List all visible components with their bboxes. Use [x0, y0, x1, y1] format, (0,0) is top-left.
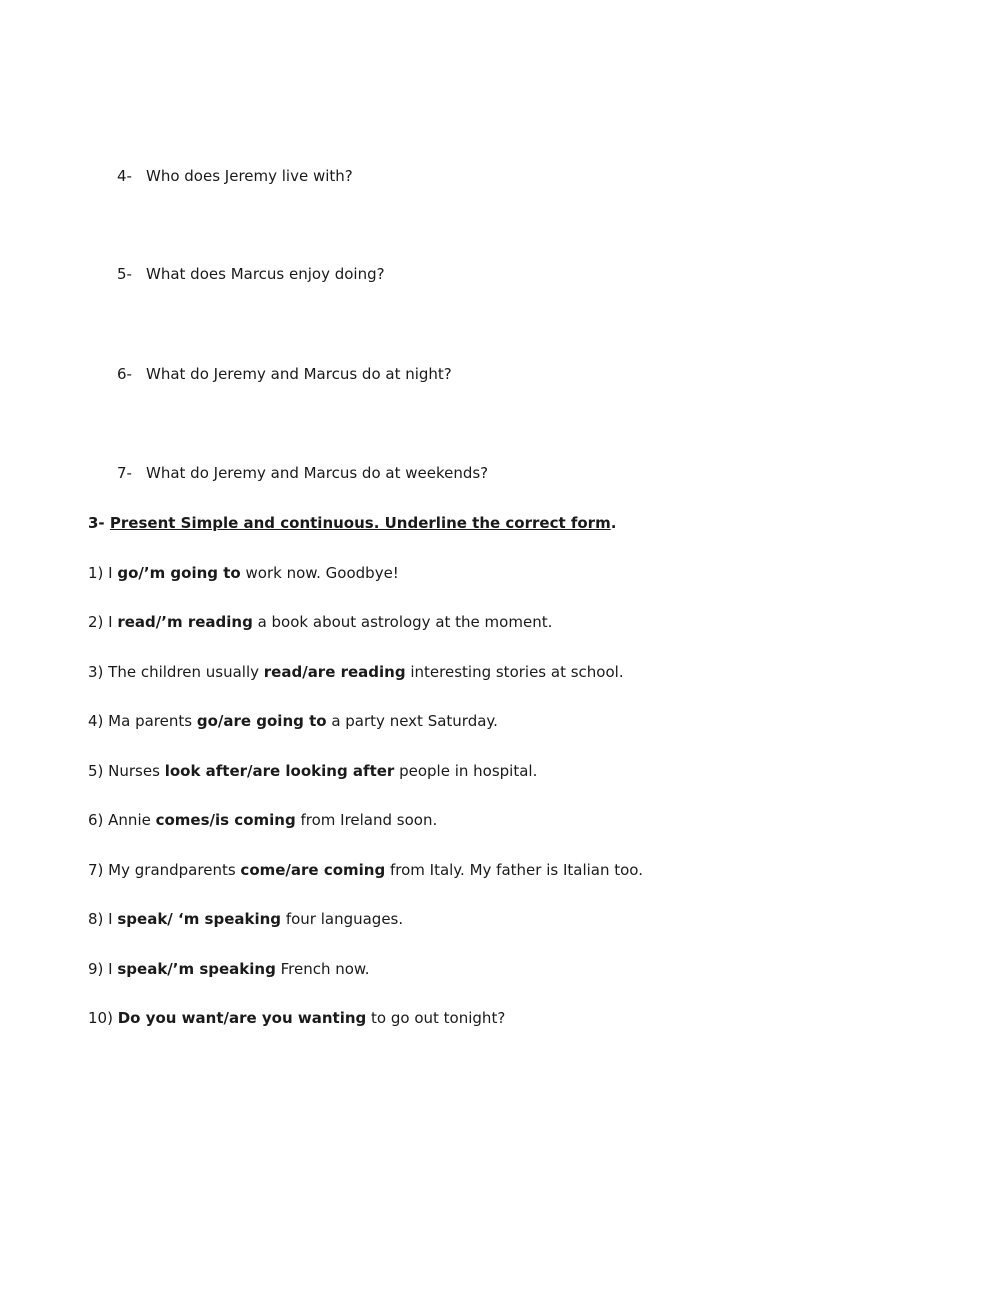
section-title: Present Simple and continuous. Underline the correct form — [109, 514, 611, 532]
exercise-options[interactable]: comes/is coming — [155, 811, 296, 829]
exercise-suffix: interesting stories at school. — [405, 663, 624, 681]
section-number: 3- — [88, 514, 105, 532]
exercise-suffix: people in hospital. — [394, 762, 538, 780]
exercise-options[interactable]: Do you want/are you wanting — [117, 1009, 367, 1027]
exercise-options[interactable]: go/’m going to — [117, 564, 241, 582]
exercise-options[interactable]: read/’m reading — [117, 613, 253, 631]
exercise-suffix: to go out tonight? — [366, 1009, 506, 1027]
question-number: 5- — [117, 265, 132, 283]
exercise-6 — [88, 810, 437, 830]
exercise-options[interactable]: speak/’m speaking — [117, 960, 276, 978]
question-text: What does Marcus enjoy doing? — [146, 265, 385, 283]
exercise-prefix: 5) Nurses — [88, 762, 165, 780]
exercise-prefix: 8) I — [88, 910, 118, 928]
question-number: 4- — [117, 167, 132, 185]
exercise-suffix: a book about astrology at the moment. — [252, 613, 553, 631]
exercise-prefix: 9) I — [88, 960, 118, 978]
exercise-options[interactable]: go/are going to — [196, 712, 327, 730]
exercise-suffix: a party next Saturday. — [326, 712, 498, 730]
exercise-suffix: French now. — [275, 960, 370, 978]
section-3-heading — [88, 513, 616, 533]
question-7 — [117, 463, 488, 483]
exercise-3 — [88, 662, 624, 682]
exercise-suffix: work now. Goodbye! — [240, 564, 399, 582]
exercise-options[interactable]: look after/are looking after — [164, 762, 395, 780]
exercise-7 — [88, 860, 643, 880]
question-number: 7- — [117, 464, 132, 482]
exercise-suffix: from Ireland soon. — [295, 811, 438, 829]
exercise-suffix: four languages. — [281, 910, 404, 928]
exercise-prefix: 4) Ma parents — [88, 712, 197, 730]
section-title-end: . — [610, 514, 617, 532]
exercise-prefix: 2) I — [88, 613, 118, 631]
exercise-prefix: 6) Annie — [88, 811, 156, 829]
exercise-suffix: from Italy. My father is Italian too. — [385, 861, 643, 879]
exercise-prefix: 10) — [88, 1009, 118, 1027]
exercise-4 — [88, 711, 498, 731]
exercise-options[interactable]: come/are coming — [240, 861, 386, 879]
question-4 — [117, 166, 353, 186]
question-number: 6- — [117, 365, 132, 383]
exercise-2 — [88, 612, 552, 632]
exercise-prefix: 7) My grandparents — [88, 861, 241, 879]
question-text: Who does Jeremy live with? — [146, 167, 353, 185]
question-text: What do Jeremy and Marcus do at weekends? — [146, 464, 489, 482]
exercise-9 — [88, 959, 370, 979]
exercise-options[interactable]: read/are reading — [263, 663, 406, 681]
exercise-8 — [88, 909, 403, 929]
exercise-options[interactable]: speak/ ‘m speaking — [117, 910, 282, 928]
exercise-prefix: 1) I — [88, 564, 118, 582]
question-text: What do Jeremy and Marcus do at night? — [146, 365, 452, 383]
exercise-10 — [88, 1008, 505, 1028]
exercise-5 — [88, 761, 537, 781]
question-6 — [117, 364, 452, 384]
exercise-prefix: 3) The children usually — [88, 663, 264, 681]
question-5 — [117, 264, 385, 284]
exercise-1 — [88, 563, 399, 583]
